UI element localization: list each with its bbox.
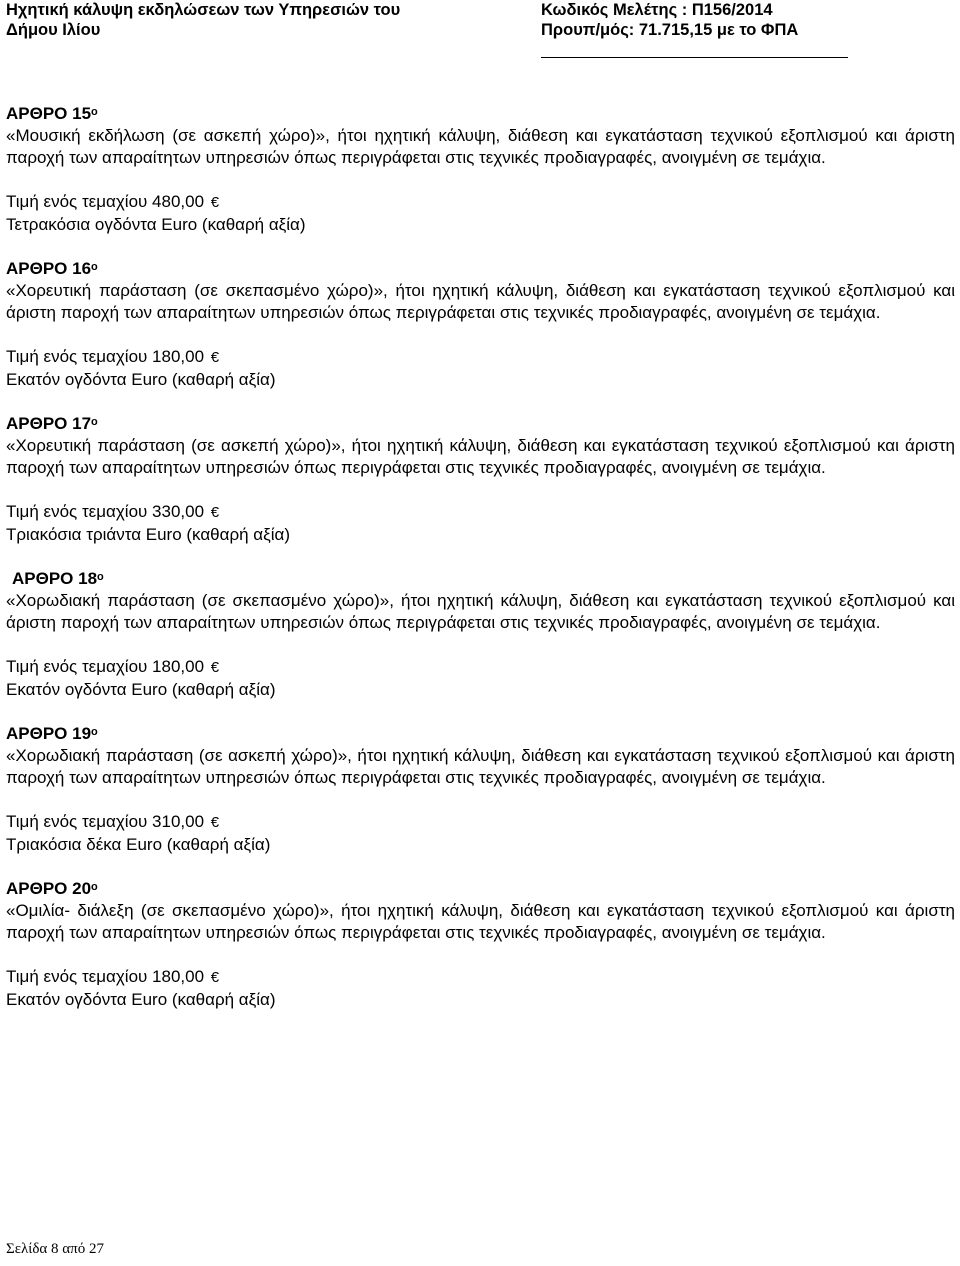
article-description: «Χορωδιακή παράσταση (σε ασκεπή χώρο)», ήτοι ηχητική κάλυψη, διάθεση και εγκατάσταση τεχνικού εξοπλισμού και άριστη παροχή των απαραίτητων υπηρεσιών όπως περιγράφεται στις τεχνικές προδιαγραφές, ανοιγμένη σε τεμάχια. — [6, 746, 955, 787]
article-price-words: Τριακόσια δέκα Euro (καθαρή αξία) — [6, 835, 271, 854]
article-price: Τιμή ενός τεμαχίου 180,00 € — [6, 656, 955, 679]
document-title-line2: Δήμου Ιλίου — [6, 21, 101, 39]
article-description: «Μουσική εκδήλωση (σε ασκεπή χώρο)», ήτοι ηχητική κάλυψη, διάθεση και εγκατάσταση τεχνικού εξοπλισμού και άριστη παροχή των απαραίτητων υπηρεσιών όπως περιγράφεται στις τεχνικές προδιαγραφές, ανοιγμένη σε τεμάχια. — [6, 126, 955, 167]
euro-icon: € — [210, 349, 220, 366]
article-price-words: Εκατόν ογδόντα Euro (καθαρή αξία) — [6, 370, 276, 389]
article-18 — [6, 568, 955, 701]
article-price: Τιμή ενός τεμαχίου 180,00 € — [6, 346, 955, 369]
study-info — [541, 0, 798, 40]
euro-icon: € — [210, 659, 220, 676]
article-title: ΑΡΘΡΟ $16^o$ — [6, 259, 98, 278]
article-19 — [6, 723, 955, 856]
article-description: «Χορευτική παράσταση (σε σκεπασμένο χώρο)», ήτοι ηχητική κάλυψη, διάθεση και εγκατάσταση τεχνικού εξοπλισμού και άριστη παροχή των απαραίτητων υπηρεσιών όπως περιγράφεται στις τεχνικές προδιαγραφές, ανοιγμένη σε τεμάχια. — [6, 281, 955, 322]
article-price-words: Εκατόν ογδόντα Euro (καθαρή αξία) — [6, 990, 276, 1009]
euro-icon: € — [210, 969, 220, 986]
document-title — [6, 0, 400, 40]
article-15 — [6, 103, 955, 236]
euro-icon: € — [210, 814, 220, 831]
article-price-words: Τετρακόσια ογδόντα Euro (καθαρή αξία) — [6, 215, 306, 234]
article-title: ΑΡΘΡΟ $19^o$ — [6, 724, 98, 743]
header-divider — [541, 57, 848, 58]
article-description: «Ομιλία- διάλεξη (σε σκεπασμένο χώρο)», ήτοι ηχητική κάλυψη, διάθεση και εγκατάσταση τεχνικού εξοπλισμού και άριστη παροχή των απαραίτητων υπηρεσιών όπως περιγράφεται στις τεχνικές προδιαγραφές, ανοιγμένη σε τεμάχια. — [6, 901, 955, 942]
articles-list — [6, 103, 955, 1011]
article-price-block — [6, 811, 955, 856]
article-price-words: Τριακόσια τριάντα Euro (καθαρή αξία) — [6, 525, 290, 544]
article-title: ΑΡΘΡΟ $15^o$ — [6, 104, 98, 123]
article-20 — [6, 878, 955, 1011]
article-price: Τιμή ενός τεμαχίου 480,00 € — [6, 191, 955, 214]
study-budget: Προυπ/μός: 71.715,15 με το ΦΠΑ — [541, 21, 799, 39]
document-title-line1: Ηχητική κάλυψη εκδηλώσεων των Υπηρεσιών του — [6, 1, 401, 19]
article-price-block — [6, 656, 955, 701]
article-price-block — [6, 191, 955, 236]
article-description: «Χορωδιακή παράσταση (σε σκεπασμένο χώρο)», ήτοι ηχητική κάλυψη, διάθεση και εγκατάσταση τεχνικού εξοπλισμού και άριστη παροχή των απαραίτητων υπηρεσιών όπως περιγράφεται στις τεχνικές προδιαγραφές, ανοιγμένη σε τεμάχια. — [6, 591, 955, 632]
euro-icon: € — [210, 194, 220, 211]
page-header — [0, 0, 960, 60]
article-price: Τιμή ενός τεμαχίου 310,00 € — [6, 811, 955, 834]
article-price-block — [6, 966, 955, 1011]
article-price: Τιμή ενός τεμαχίου 180,00 € — [6, 966, 955, 989]
article-price: Τιμή ενός τεμαχίου 330,00 € — [6, 501, 955, 524]
page-number: Σελίδα 8 από 27 — [6, 1241, 104, 1257]
euro-icon: € — [210, 504, 220, 521]
article-price-block — [6, 346, 955, 391]
article-title: ΑΡΘΡΟ $17^o$ — [6, 414, 98, 433]
article-description: «Χορευτική παράσταση (σε ασκεπή χώρο)», ήτοι ηχητική κάλυψη, διάθεση και εγκατάσταση τεχνικού εξοπλισμού και άριστη παροχή των απαραίτητων υπηρεσιών όπως περιγράφεται στις τεχνικές προδιαγραφές, ανοιγμένη σε τεμάχια. — [6, 436, 955, 477]
article-16 — [6, 258, 955, 391]
study-code: Κωδικός Μελέτης : Π156/2014 — [541, 1, 773, 19]
article-title: ΑΡΘΡΟ $18^o$ — [12, 569, 104, 588]
article-price-block — [6, 501, 955, 546]
article-price-words: Εκατόν ογδόντα Euro (καθαρή αξία) — [6, 680, 276, 699]
article-17 — [6, 413, 955, 546]
article-title: ΑΡΘΡΟ $20^o$ — [6, 879, 98, 898]
